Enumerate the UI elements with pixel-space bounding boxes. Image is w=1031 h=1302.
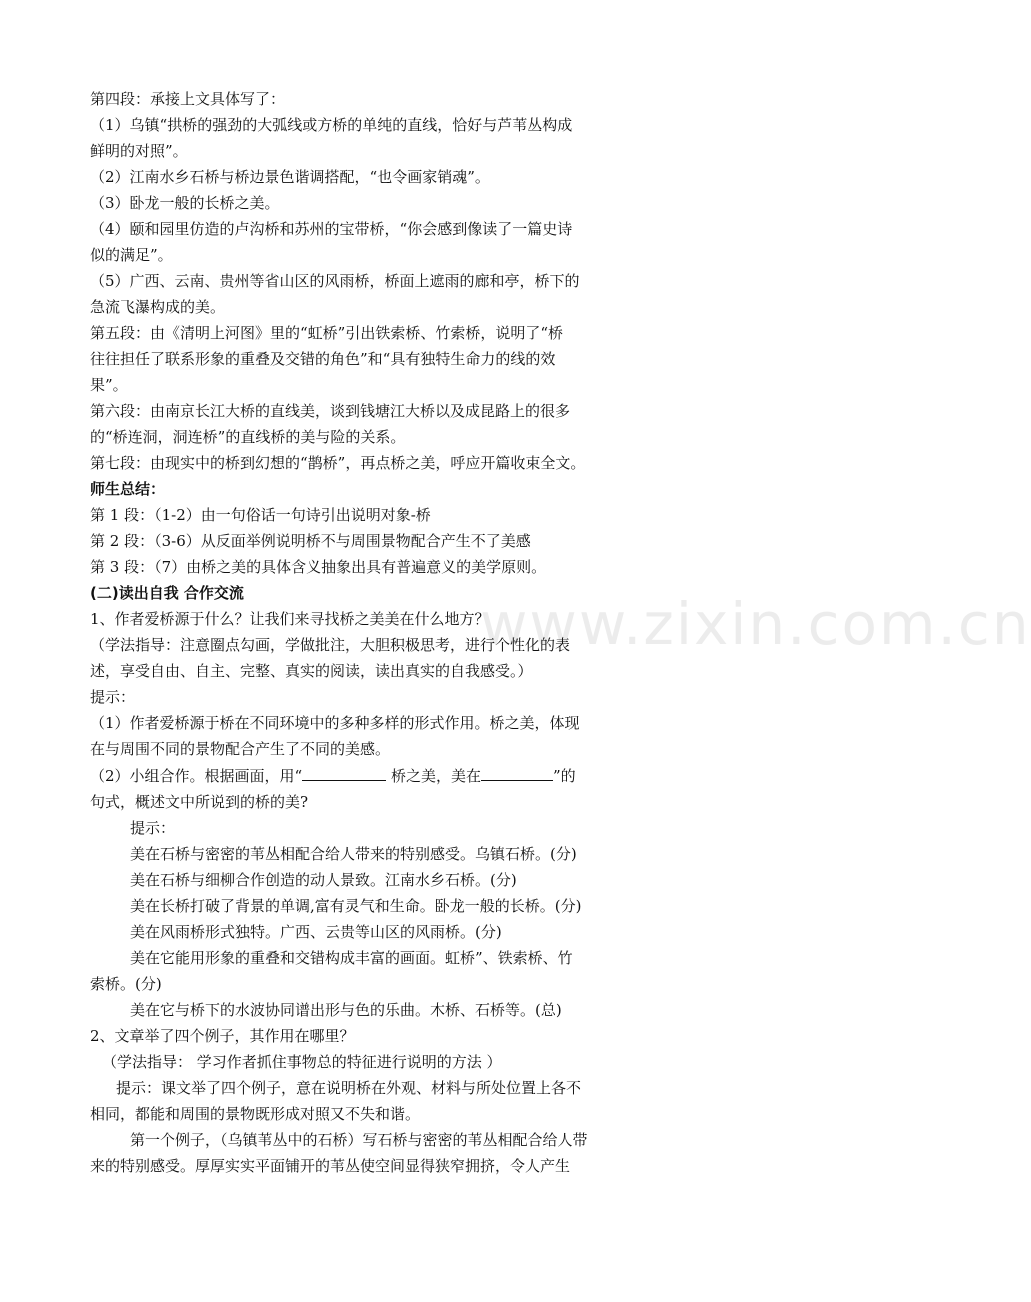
text-line: 述，享受自由、自主、完整、真实的阅读，读出真实的自我感受。） <box>90 662 533 680</box>
question-1: 1、作者爱桥源于什么？让我们来寻找桥之美美在什么地方？ <box>90 610 490 628</box>
summary-item: 第 2 段：（3-6）从反面举例说明桥不与周围景物配合产生不了美感 <box>90 532 531 550</box>
summary-heading: 师生总结： <box>90 480 166 498</box>
section-heading: (二)读出自我 合作交流 <box>90 584 244 602</box>
text-line: 果”。 <box>90 376 128 394</box>
text-line: 句式，概述文中所说到的桥的美? <box>90 793 309 811</box>
text-line: 似的满足”。 <box>90 246 173 264</box>
study-guide: （学法指导：注意圈点勾画，学做批注，大胆积极思考，进行个性化的表 <box>90 636 571 654</box>
text-line: （2）江南水乡石桥与桥边景色谐调搭配，“也令画家销魂”。 <box>90 168 490 186</box>
text-line: 的“桥连洞，洞连桥”的直线桥的美与险的关系。 <box>90 428 406 446</box>
hint-item: 美在它与桥下的水波协同谱出形与色的乐曲。木桥、石桥等。(总) <box>130 1001 562 1019</box>
summary-item: 第 1 段：（1-2）由一句俗话一句诗引出说明对象-桥 <box>90 506 431 524</box>
text-line: 索桥。(分) <box>90 975 162 993</box>
text-line: 来的特别感受。厚厚实实平面铺开的苇丛使空间显得狭窄拥挤，令人产生 <box>90 1157 571 1175</box>
fill-in-blank-1 <box>302 762 386 781</box>
text-line: 急流飞瀑构成的美。 <box>90 298 226 316</box>
para-7-text: 第七段：由现实中的桥到幻想的“鹊桥”，再点桥之美，呼应开篇收束全文。 <box>90 454 586 472</box>
hint-item: 美在石桥与密密的苇丛相配合给人带来的特别感受。乌镇石桥。(分) <box>130 845 577 863</box>
summary-item: 第 3 段：（7）由桥之美的具体含义抽象出具有普遍意义的美学原则。 <box>90 558 547 576</box>
text-line: （4）颐和园里仿造的卢沟桥和苏州的宝带桥，“你会感到像读了一篇史诗 <box>90 220 573 238</box>
fill-in-prefix: （2）小组合作。根据画面，用“ <box>90 767 303 785</box>
question-2: 2、文章举了四个例子，其作用在哪里？ <box>90 1027 355 1045</box>
fill-in-middle: 桥之美，美在 <box>386 767 481 785</box>
hint-item: 美在长桥打破了背景的单调,富有灵气和生命。卧龙一般的长桥。(分) <box>130 897 582 915</box>
hint-item: 美在风雨桥形式独特。广西、云贵等山区的风雨桥。(分) <box>130 923 502 941</box>
para-4-heading: 第四段：承接上文具体写了： <box>90 90 286 108</box>
hint-item: 美在它能用形象的重叠和交错构成丰富的画面。虹桥”、铁索桥、竹 <box>130 949 573 967</box>
text-line: （1）乌镇“拱桥的强劲的大弧线或方桥的单纯的直线，恰好与芦苇丛构成 <box>90 116 573 134</box>
para-6-text: 第六段：由南京长江大桥的直线美，谈到钱塘江大桥以及成昆路上的很多 <box>90 402 571 420</box>
fill-in-blank-2 <box>481 762 553 781</box>
para-5-text: 第五段：由《清明上河图》里的“虹桥”引出铁索桥、竹索桥，说明了“桥 <box>90 324 564 342</box>
text-line: （5）广西、云南、贵州等省山区的风雨桥，桥面上遮雨的廊和亭，桥下的 <box>90 272 580 290</box>
hint-label: 提示： <box>90 688 136 706</box>
hint-label: 提示： <box>130 819 176 837</box>
hint-text: 提示：课文举了四个例子，意在说明桥在外观、材料与所处位置上各不 <box>116 1079 582 1097</box>
watermark: www.zixin.com.cn <box>480 590 1031 658</box>
text-line: 在与周围不同的景物配合产生了不同的美感。 <box>90 740 391 758</box>
text-line: 相同，都能和周围的景物既形成对照又不失和谐。 <box>90 1105 421 1123</box>
study-guide: （学法指导： 学习作者抓住事物总的特征进行说明的方法 ） <box>102 1053 502 1071</box>
example-text: 第一个例子，（乌镇苇丛中的石桥）写石桥与密密的苇丛相配合给人带 <box>130 1131 588 1149</box>
fill-in-sentence <box>90 762 620 789</box>
text-line: 往往担任了联系形象的重叠及交错的角色”和“具有独特生命力的线的效 <box>90 350 556 368</box>
hint-item: 美在石桥与细柳合作创造的动人景致。江南水乡石桥。(分) <box>130 871 517 889</box>
document-body <box>90 86 620 1179</box>
text-line: 鲜明的对照”。 <box>90 142 188 160</box>
text-line: （1）作者爱桥源于桥在不同环境中的多种多样的形式作用。桥之美，体现 <box>90 714 580 732</box>
fill-in-suffix: ”的 <box>553 767 576 785</box>
text-line: （3）卧龙一般的长桥之美。 <box>90 194 280 212</box>
